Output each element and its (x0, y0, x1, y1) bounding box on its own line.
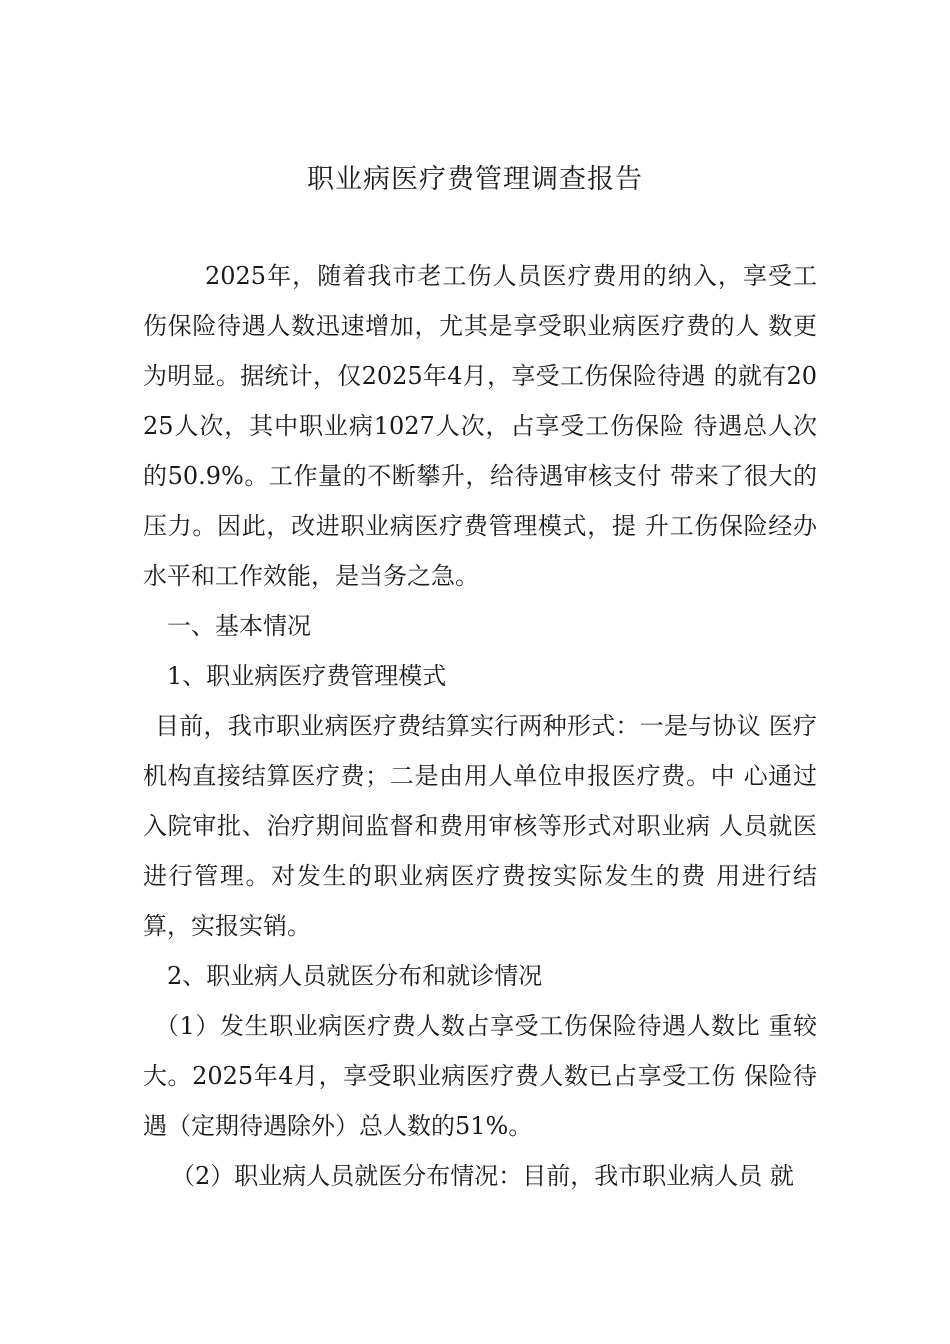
mode-paragraph: 目前，我市职业病医疗费结算实行两种形式：一是与协议 医疗机构直接结算医疗费；二是由用人单位申报医疗费。中 心通过入院审批、治疗期间监督和费用审核等形式对职业病 人员就医进行管理。对发生的职业病医疗费按实际发生的费 用进行结算，实报实销。 (143, 712, 817, 940)
subsection-heading-mode: 1、职业病医疗费管理模式 (167, 662, 447, 690)
intro-paragraph: 2025年，随着我市老工伤人员医疗费用的纳入，享受工伤保险待遇人数迅速增加，尤其是享受职业病医疗费的人 数更为明显。据统计，仅2025年4月，享受工伤保险待遇 的就有2025人次，其中职业病1027人次，占享受工伤保险 待遇总人次的50.9%。工作量的不断攀升，给待遇审核支付 带来了很大的压力。因此，改进职业病医疗费管理模式，提 升工伤保险经办水平和工作效能，是当务之急。 (143, 262, 817, 590)
item-paragraph-1: （1）发生职业病医疗费人数占享受工伤保险待遇人数比 重较大。2025年4月，享受职业病医疗费人数已占享受工伤 保险待遇（定期待遇除外）总人数的51%。 (143, 1012, 817, 1140)
item-paragraph-2: （2）职业病人员就医分布情况：目前，我市职业病人员 就 (171, 1162, 794, 1190)
subsection-heading-distribution: 2、职业病人员就医分布和就诊情况 (167, 962, 543, 990)
document-title: 职业病医疗费管理调查报告 (307, 164, 643, 195)
document-body (143, 251, 817, 1201)
section-heading-basic: 一、基本情况 (167, 612, 311, 640)
